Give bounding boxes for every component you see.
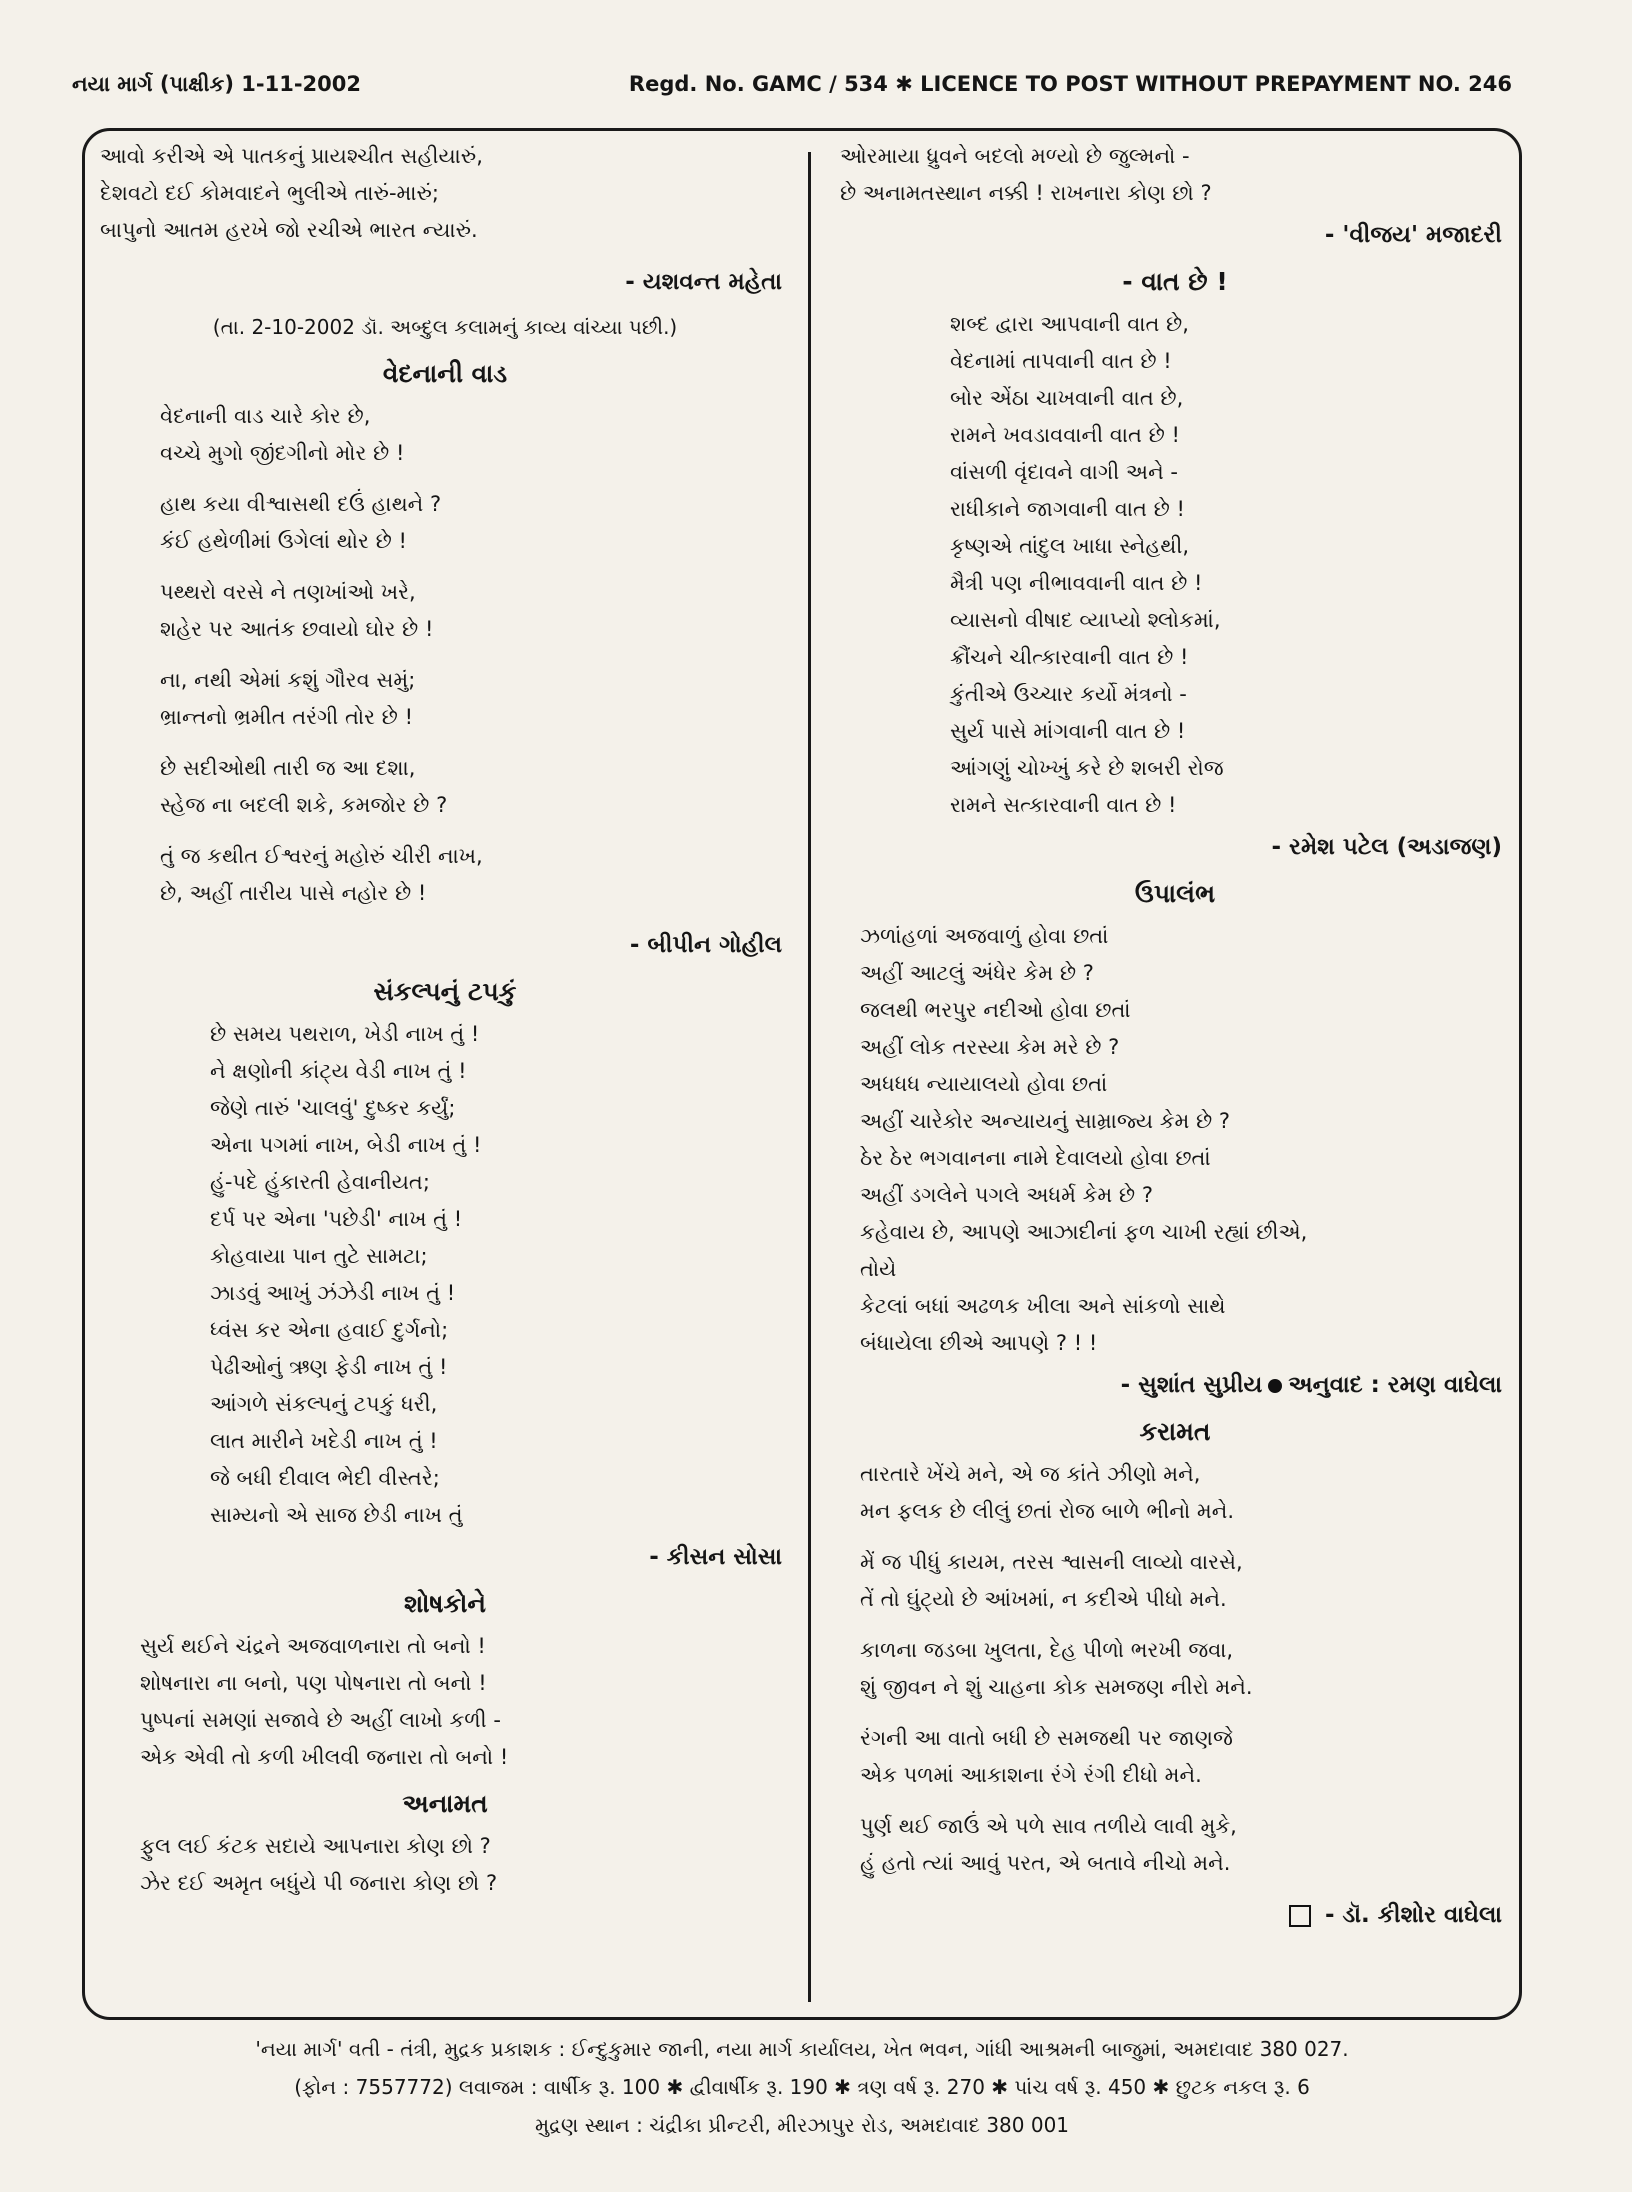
poem-title: સંકલ્પનું ટપકું (373, 977, 517, 1006)
poem-line: કહેવાય છે, આપણે આઝાદીનાં ફળ ચાખી રહ્યાં છીએ, (860, 1220, 1308, 1244)
poem-line: પુષ્પનાં સમણાં સજાવે છે અહીં લાખો કળી - (140, 1708, 501, 1732)
footer-printer: મુદ્રણ સ્થાન : ચંદ્રીકા પ્રીન્ટરી, મીરઝાપુર રોડ, અમદાવાદ 380 001 (534, 2113, 1070, 2137)
poem-line: ક્રૌંચને ચીત્કારવાની વાત છે ! (950, 645, 1189, 669)
poem-line: અહીં આટલું અંધેર કેમ છે ? (860, 961, 1094, 985)
poem-line: કાળના જડબા ખુલતા, દેહ પીળો ભરખી જવા, (860, 1638, 1234, 1662)
poem-line: કોહવાયા પાન તુટે સામટા; (210, 1244, 428, 1268)
bullet-icon (1268, 1379, 1282, 1393)
poem-line: રંગની આ વાતો બધી છે સમજથી પર જાણજે (860, 1726, 1233, 1750)
poem-line: બોર એંઠા ચાખવાની વાત છે, (950, 386, 1184, 410)
poem-line: આવો કરીએ એ પાતકનું પ્રાયશ્ચીત સહીયારું, (100, 144, 483, 168)
poem-line: છે, અહીં તારીય પાસે નહોર છે ! (160, 881, 427, 905)
poem-line: બંધાયેલા છીએ આપણે ? ! ! (860, 1331, 1098, 1355)
poem-title: અનામત (402, 1789, 488, 1818)
poem-line: હું હતો ત્યાં આવું પરત, એ બતાવે નીચો મને. (860, 1851, 1231, 1875)
poem-line: એક એવી તો કળી ખીલવી જનારા તો બનો ! (140, 1745, 509, 1769)
footer-subscription: (ફોન : 7557772) લવાજમ : વાર્ષીક રૂ. 100 ✱ દ્વીવાર્ષીક રૂ. 190 ✱ ત્રણ વર્ષ રૂ. 270 ✱ પાંચ વર્ષ રૂ. 450 ✱ છુટક નકલ રૂ. 6 (294, 2075, 1310, 2099)
poem-author: - યશવન્ત મહેતા (625, 269, 782, 295)
poem-line: શું જીવન ને શું ચાહના કોક સમજણ નીરો મને. (860, 1675, 1253, 1699)
poem-line: પુર્ણ થઈ જાઉં એ પળે સાવ તળીયે લાવી મુકે, (860, 1814, 1237, 1838)
poem-author: - રમેશ પટેલ (અડાજણ) (1271, 834, 1502, 860)
poem-line: ફુલ લઈ કંટક સદાયે આપનારા કોણ છો ? (140, 1834, 491, 1858)
poem-title: - વાત છે ! (1122, 267, 1228, 296)
poem-line: અધધધ ન્યાયાલયો હોવા છતાં (860, 1072, 1108, 1096)
header-registration: Regd. No. GAMC / 534 ✱ LICENCE TO POST WITHOUT PREPAYMENT NO. 246 (628, 72, 1512, 96)
poem-line: ને ક્ષણોની કાંટ્ય વેડી નાખ તું ! (210, 1059, 467, 1083)
poem-line: છે સદીઓથી તારી જ આ દશા, (160, 756, 416, 780)
poem-line: સામ્યનો એ સાજ છેડી નાખ તું (210, 1503, 463, 1527)
poem-line: સુર્ય થઈને ચંદ્રને અજવાળનારા તો બનો ! (140, 1634, 486, 1658)
poem-line: રામને ખવડાવવાની વાત છે ! (950, 423, 1180, 447)
poem-line: વેદનાની વાડ ચારે કોર છે, (160, 404, 371, 428)
poem-line: ઝાડવું આખું ઝંઝેડી નાખ તું ! (210, 1281, 456, 1305)
poem-line: લાત મારીને ખદેડી નાખ તું ! (210, 1429, 438, 1453)
poem-line: સુર્ય પાસે માંગવાની વાત છે ! (950, 719, 1186, 743)
end-of-article-icon (1289, 1905, 1311, 1927)
footer-publisher: 'નયા માર્ગ' વતી - તંત્રી, મુદ્રક પ્રકાશક : ઈન્દુકુમાર જાની, નયા માર્ગ કાર્યાલય, ખેત ભવન, ગાંધી આશ્રમની બાજુમાં, અમદાવાદ 380 027. (255, 2037, 1349, 2061)
poem-line: આંગણું ચોખ્ખું કરે છે શબરી રોજ (950, 756, 1224, 780)
poem-line: મૈત્રી પણ નીભાવવાની વાત છે ! (950, 571, 1203, 595)
poem-line: વાંસળી વૃંદાવને વાગી અને - (950, 460, 1178, 484)
poem-line: ઓરમાયા ધ્રુવને બદલો મળ્યો છે જુલ્મનો - (840, 144, 1190, 168)
poem-line: જે બધી દીવાલ ભેદી વીસ્તરે; (210, 1466, 440, 1490)
poem-line: અહીં ડગલેને પગલે અધર્મ કેમ છે ? (860, 1183, 1153, 1207)
poem-line: જેણે તારું 'ચાલવું' દુષ્કર કર્યું; (210, 1096, 456, 1120)
column-divider (808, 152, 811, 2002)
poem-line: શોષનારા ના બનો, પણ પોષનારા તો બનો ! (140, 1671, 487, 1695)
poem-line: તારતારે ખેંચે મને, એ જ કાંતે ઝીણો મને, (860, 1462, 1201, 1486)
poem-line: વ્યાસનો વીષાદ વ્યાપ્યો શ્લોકમાં, (950, 608, 1221, 632)
poem-author: - સુશાંત સુપ્રીય (1120, 1372, 1263, 1398)
poem-line: ધ્વંસ કર એના હવાઈ દુર્ગનો; (210, 1318, 449, 1342)
poem-line: શબ્દ દ્વારા આપવાની વાત છે, (950, 312, 1189, 336)
poem-title: કરામત (1139, 1417, 1211, 1446)
poem-line: એક પળમાં આકાશના રંગે રંગી દીધો મને. (860, 1763, 1202, 1787)
poem-line: મેં જ પીધું કાયમ, તરસ શ્વાસની લાવ્યો વારસે, (860, 1550, 1243, 1574)
poem-shoshakone (100, 1628, 790, 1776)
page-header (72, 64, 1512, 104)
poem-line: હાથ કયા વીશ્વાસથી દઉં હાથને ? (160, 492, 442, 516)
poem-translator: અનુવાદ : રમણ વાઘેલા (1288, 1372, 1502, 1398)
poem-line: દર્પ પર એના 'પછેડી' નાખ તું ! (210, 1207, 463, 1231)
intro-poem (100, 138, 790, 249)
poem-line: સ્હેજ ના બદલી શકે, કમજોર છે ? (160, 793, 448, 817)
header-masthead-date: નયા માર્ગ (પાક્ષીક) 1-11-2002 (72, 71, 361, 96)
poem-line: વેદનામાં તાપવાની વાત છે ! (950, 349, 1172, 373)
poem-line: મન ફલક છે લીલું છતાં રોજ બાળે ભીનો મને. (860, 1499, 1235, 1523)
poem-line: કેટલાં બધાં અઢળક ખીલા અને સાંકળો સાથે (860, 1294, 1226, 1318)
poem-author: - ડૉ. કીશોર વાઘેલા (1324, 1902, 1502, 1928)
poem-line: છે અનામતસ્થાન નક્કી ! રાખનારા કોણ છો ? (840, 181, 1212, 205)
poem-line: ના, નથી એમાં કશું ગૌરવ સમું; (160, 668, 416, 692)
poem-line: શહેર પર આતંક છવાયો ઘોર છે ! (160, 617, 434, 641)
poem-line: તેં તો ઘુંટ્યો છે આંખમાં, ન કદીએ પીધો મને. (860, 1587, 1227, 1611)
poem-line: છે સમય પથરાળ, ખેડી નાખ તું ! (210, 1022, 480, 1046)
poem-line: કુંતીએ ઉચ્ચાર કર્યો મંત્રનો - (950, 682, 1187, 706)
poem-title: ઉપાલંભ (1134, 879, 1216, 908)
poem-line: ઝળાંહળાં અજવાળું હોવા છતાં (860, 924, 1109, 948)
poem-upalambh (840, 918, 1510, 1362)
poem-line: અહીં ચારેકોર અન્યાયનું સામ્રાજ્ય કેમ છે ? (860, 1109, 1231, 1133)
poem-line: જલથી ભરપુર નદીઓ હોવા છતાં (860, 998, 1131, 1022)
poem-author: - 'વીજય' મજાદરી (1324, 222, 1502, 248)
poem-line: બાપુનો આતમ હરખે જો રચીએ ભારત ન્યારું. (100, 218, 478, 242)
poem-line: પેઢીઓનું ઋણ ફેડી નાખ તું ! (210, 1355, 448, 1379)
poem-line: રામને સત્કારવાની વાત છે ! (950, 793, 1177, 817)
poem-line: રાધીકાને જાગવાની વાત છે ! (950, 497, 1185, 521)
poem-sankalpnu-tapku (100, 1016, 790, 1534)
poem-author: - કીસન સોસા (649, 1544, 782, 1570)
poem-line: દેશવટો દઈ કોમવાદને ભુલીએ તારું-મારું; (100, 181, 439, 205)
poem-line: ઝેર દઈ અમૃત બધુંયે પી જનારા કોણ છો ? (140, 1871, 498, 1895)
poem-karamat (840, 1456, 1510, 1882)
poem-line: કંઈ હથેળીમાં ઉગેલાં થોર છે ! (160, 529, 407, 553)
poem-line: અહીં લોક તરસ્યા કેમ મરે છે ? (860, 1035, 1120, 1059)
poem-note: (તા. 2-10-2002 ડૉ. અબ્દુલ કલામનું કાવ્ય વાંચ્યા પછી.) (212, 315, 678, 339)
poem-author-translator (840, 1366, 1502, 1404)
poem-line: તોયે (860, 1257, 897, 1281)
right-column (840, 138, 1510, 1942)
poem-line: પથ્થરો વરસે ને તણખાંઓ ખરે, (160, 580, 416, 604)
poem-anamat-continued (840, 138, 1510, 212)
poem-author: - બીપીન ગોહીલ (629, 932, 782, 958)
poem-author-end (840, 1896, 1502, 1934)
poem-line: આંગળે સંકલ્પનું ટપકું ધરી, (210, 1392, 438, 1416)
poem-line: એના પગમાં નાખ, બેડી નાખ તું ! (210, 1133, 482, 1157)
poem-line: કૃષ્ણએ તાંદુલ ખાધા સ્નેહથી, (950, 534, 1190, 558)
poem-line: ઠેર ઠેર ભગવાનના નામે દેવાલયો હોવા છતાં (860, 1146, 1211, 1170)
poem-line: તું જ કથીત ઈશ્વરનું મહોરું ચીરી નાખ, (160, 844, 483, 868)
left-column (100, 138, 790, 1902)
poem-line: વચ્ચે મુગો જીંદગીનો મોર છે ! (160, 441, 405, 465)
poem-title: શોષકોને (403, 1589, 487, 1618)
poem-line: ભ્રાન્તનો ભ્રમીત તરંગી તોર છે ! (160, 705, 414, 729)
poem-title: વેદનાની વાડ (382, 359, 508, 388)
poem-vaat-chhe (840, 306, 1510, 824)
poem-line: હું-પદે હુંકારતી હેવાનીયત; (210, 1170, 430, 1194)
publisher-footer (82, 2030, 1522, 2144)
poem-anamat (100, 1828, 790, 1902)
poem-vedanani-vaad (100, 398, 790, 912)
